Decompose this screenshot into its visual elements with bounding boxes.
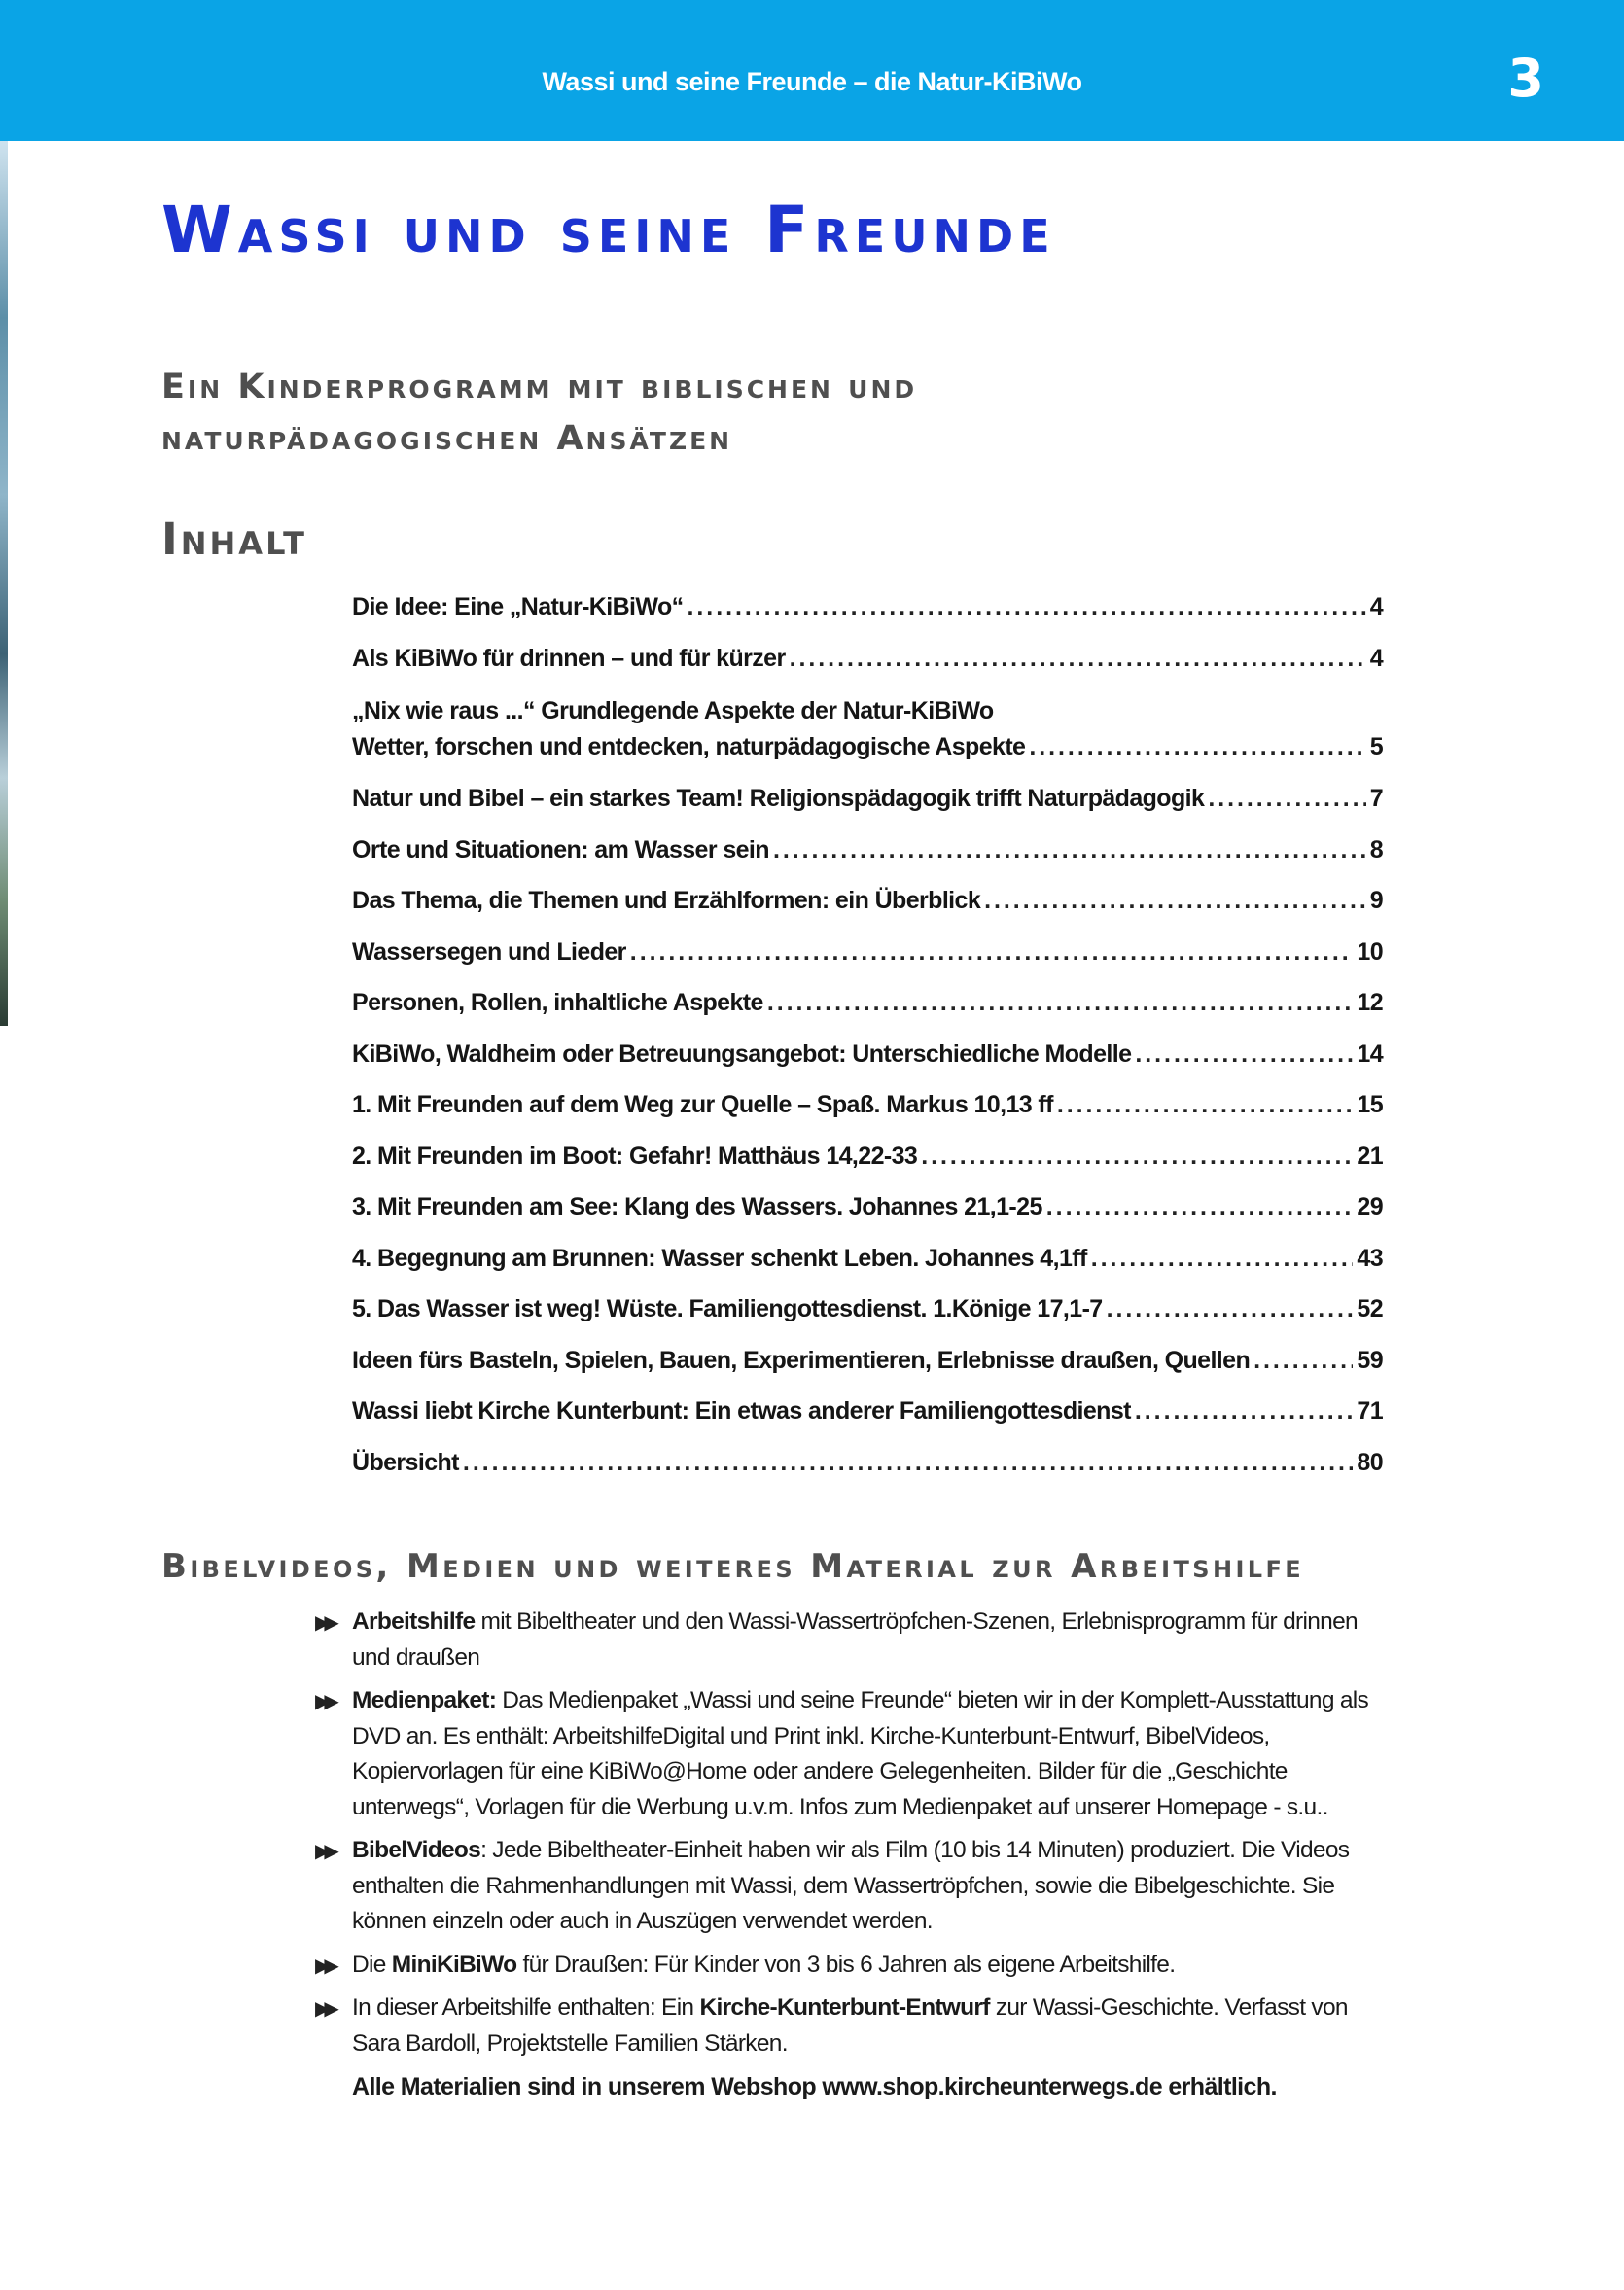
toc-entry-page: 52 — [1357, 1295, 1383, 1322]
toc-entry — [352, 593, 1383, 645]
media-heading: Bibelvideos, Medien und weiteres Material zur Arbeitshilfe — [161, 1547, 1305, 1586]
toc-leader-dots — [1091, 1245, 1354, 1273]
item-lead: Kirche-Kunterbunt-Entwurf — [699, 1994, 990, 2021]
toc-leader-dots — [630, 938, 1354, 967]
subtitle-line-1: Ein Kinderprogramm mit biblischen und — [161, 368, 918, 406]
list-item — [315, 1991, 1393, 2061]
item-lead: BibelVideos — [352, 1837, 481, 1863]
item-text: zur Wassi-Geschichte. Verfasst von Sara Bardoll, Projektstelle Familien Stärken. — [352, 1994, 1348, 2057]
toc-entry — [352, 836, 1383, 888]
toc-entry — [352, 785, 1383, 836]
toc-entry-page: 71 — [1357, 1397, 1383, 1425]
page-number: 3 — [1507, 48, 1544, 109]
toc-entry-title: Natur und Bibel – ein starkes Team! Religionspädagogik trifft Naturpädagogik — [352, 785, 1205, 812]
toc-entry-title: KiBiWo, Waldheim oder Betreuungsangebot: Unterschiedliche Modelle — [352, 1039, 1132, 1068]
toc-leader-dots — [688, 593, 1366, 621]
toc-entry-title: 1. Mit Freunden auf dem Weg zur Quelle – Spaß. Markus 10,13 ff — [352, 1091, 1053, 1118]
toc-entry — [352, 1091, 1383, 1143]
toc-entry-title: Personen, Rollen, inhaltliche Aspekte — [352, 989, 763, 1016]
toc-leader-dots — [767, 989, 1354, 1017]
webshop-note: Alle Materialien sind in unserem Webshop www.shop.kircheunterwegs.de erhältlich. — [352, 2073, 1277, 2100]
toc-entry-title: 4. Begegnung am Brunnen: Wasser schenkt Leben. Johannes 4,1ff — [352, 1244, 1087, 1272]
item-text: mit Bibeltheater und den Wassi-Wassertröpfchen-Szenen, Erlebnisprogramm für drinnen und draußen — [352, 1608, 1358, 1671]
double-arrow-right-icon: ▶▶ — [315, 1953, 334, 1977]
toc-leader-dots — [1046, 1193, 1354, 1221]
toc-leader-dots — [921, 1143, 1353, 1171]
page-title: Wassi und seine Freunde — [161, 193, 1056, 267]
item-prefix: Die — [352, 1951, 392, 1978]
item-text: : Jede Bibeltheater-Einheit haben wir als Film (10 bis 14 Minuten) produziert. Die Videos enthalten die Rahmenhandlungen mit Wassi, dem Wassertröpfchen, sowie die Bibelgeschichte. Sie können einzeln oder auch in Auszügen verwendet werden. — [352, 1837, 1350, 1934]
running-title: Wassi und seine Freunde – die Natur-KiBiWo — [542, 66, 1082, 96]
toc-entry-page: 43 — [1357, 1244, 1383, 1272]
toc-entry-title-line1: „Nix wie raus ...“ Grundlegende Aspekte der Natur-KiBiWo — [352, 697, 994, 724]
toc-leader-dots — [1135, 1397, 1354, 1426]
toc-heading: Inhalt — [161, 513, 307, 565]
toc-entry-page: 4 — [1369, 644, 1383, 672]
list-item — [315, 1604, 1393, 1675]
toc-entry-page: 7 — [1369, 785, 1383, 812]
item-lead: MiniKiBiWo — [391, 1951, 517, 1978]
item-text: für Draußen: Für Kinder von 3 bis 6 Jahren als eigene Arbeitshilfe. — [516, 1951, 1176, 1978]
toc-entry-page: 14 — [1357, 1039, 1383, 1068]
toc-entry — [352, 695, 1383, 785]
double-arrow-right-icon: ▶▶ — [315, 1996, 334, 2020]
toc-entry-title: Übersicht — [352, 1448, 459, 1476]
toc-entry-title: Das Thema, die Themen und Erzählformen: ein Überblick — [352, 887, 981, 914]
toc-entry-title: Wassi liebt Kirche Kunterbunt: Ein etwas anderer Familiengottesdienst — [352, 1397, 1131, 1425]
item-text: Das Medienpaket „Wassi und seine Freunde“ bieten wir in der Komplett-Ausstattung als DVD an. Es enthält: ArbeitshilfeDigital und Print inkl. Kirche-Kunterbunt-Entwurf, BibelVideos, Kopiervorlagen für eine KiBiWo@Home oder andere Gelegenheiten. Bilder für die „Geschichte unterwegs“, Vorlagen für die Werbung u.v.m. Infos zum Medienpaket auf unserer Homepage - s.u.. — [352, 1687, 1369, 1820]
toc-entry-page: 5 — [1369, 733, 1383, 760]
toc-entry-title: 2. Mit Freunden im Boot: Gefahr! Matthäus 14,22-33 — [352, 1142, 918, 1170]
item-prefix: In dieser Arbeitshilfe enthalten: Ein — [352, 1994, 700, 2021]
page-subtitle — [161, 362, 1134, 465]
toc-entry-page: 15 — [1357, 1091, 1383, 1118]
toc-leader-dots — [1253, 1347, 1353, 1375]
toc-entry — [352, 1397, 1383, 1449]
toc-entry — [352, 938, 1383, 990]
toc-entry-page: 4 — [1369, 593, 1383, 620]
item-lead: Medienpaket: — [352, 1687, 497, 1713]
toc-entry-title: 5. Das Wasser ist weg! Wüste. Familiengottesdienst. 1.Könige 17,1-7 — [352, 1295, 1103, 1322]
photo-edge-strip — [0, 141, 8, 1026]
toc-entry — [352, 1143, 1383, 1194]
toc-entry-title: Die Idee: Eine „Natur-KiBiWo“ — [352, 593, 684, 620]
toc-entry — [352, 1449, 1383, 1500]
toc-entry-title: Orte und Situationen: am Wasser sein — [352, 835, 769, 863]
toc-leader-dots — [1135, 1040, 1353, 1069]
toc-entry-page: 59 — [1357, 1346, 1383, 1374]
toc-entry — [352, 645, 1383, 696]
double-arrow-right-icon: ▶▶ — [315, 1839, 334, 1862]
toc-entry-title: Als KiBiWo für drinnen – und für kürzer — [352, 644, 786, 672]
toc-leader-dots — [773, 836, 1366, 864]
toc-entry — [352, 1295, 1383, 1347]
toc-entry — [352, 1245, 1383, 1296]
double-arrow-right-icon: ▶▶ — [315, 1689, 334, 1712]
toc-entry-title: Ideen fürs Basteln, Spielen, Bauen, Experimentieren, Erlebnisse draußen, Quellen — [352, 1346, 1251, 1374]
toc-entry — [352, 989, 1383, 1040]
toc-entry — [352, 887, 1383, 938]
list-item — [315, 1683, 1393, 1825]
toc-entry-page: 10 — [1357, 937, 1383, 966]
subtitle-line-2: naturpädagogischen Ansätzen — [161, 419, 733, 458]
toc-entry — [352, 1040, 1383, 1092]
toc-leader-dots — [1029, 733, 1365, 761]
toc-leader-dots — [1208, 785, 1365, 813]
list-item — [315, 1833, 1393, 1940]
table-of-contents — [352, 593, 1383, 1499]
toc-leader-dots — [1107, 1295, 1354, 1323]
toc-entry-title: Wetter, forschen und entdecken, naturpädagogische Aspekte — [352, 733, 1026, 760]
toc-entry — [352, 1347, 1383, 1398]
media-list — [315, 1604, 1393, 2105]
double-arrow-right-icon: ▶▶ — [315, 1610, 334, 1634]
toc-leader-dots — [984, 887, 1366, 915]
toc-entry — [352, 1193, 1383, 1245]
toc-leader-dots — [1057, 1091, 1354, 1119]
toc-entry-page: 8 — [1369, 835, 1383, 863]
toc-entry-page: 29 — [1357, 1193, 1383, 1220]
toc-entry-page: 21 — [1357, 1142, 1383, 1170]
list-item — [315, 1948, 1393, 1984]
toc-entry-title: Wassersegen und Lieder — [352, 937, 626, 966]
toc-leader-dots — [790, 645, 1366, 673]
toc-leader-dots — [463, 1449, 1353, 1477]
toc-entry-page: 12 — [1357, 989, 1383, 1016]
item-lead: Arbeitshilfe — [352, 1608, 476, 1635]
toc-entry-page: 9 — [1369, 887, 1383, 914]
toc-entry-title: 3. Mit Freunden am See: Klang des Wassers. Johannes 21,1-25 — [352, 1193, 1042, 1220]
toc-entry-page: 80 — [1357, 1448, 1383, 1476]
